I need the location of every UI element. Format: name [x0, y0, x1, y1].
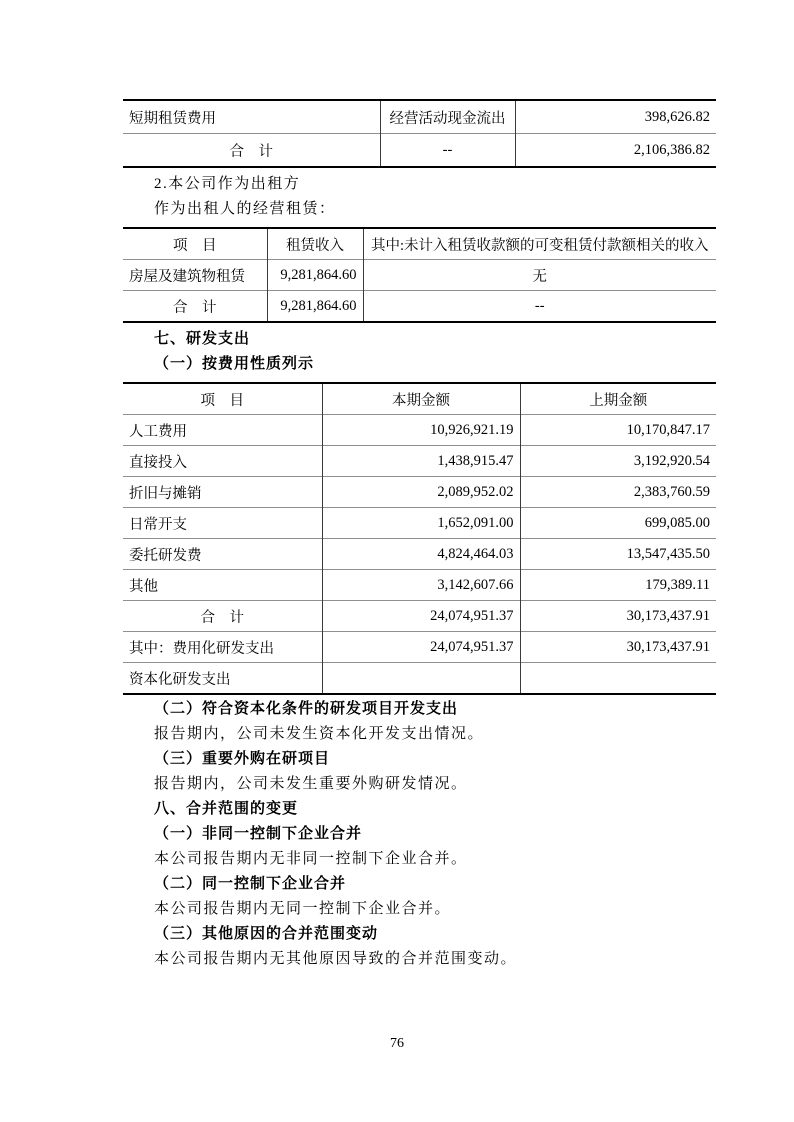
- table-cell: 经营活动现金流出: [380, 100, 515, 134]
- table-cell: 30,173,437.91: [520, 601, 716, 632]
- column-header: 上期金额: [520, 383, 716, 415]
- table-cell: 日常开支: [123, 508, 322, 539]
- table-row: [123, 477, 716, 508]
- section-heading-merger-scope: 八、合并范围的变更: [154, 801, 299, 817]
- subsection-heading-common-control: （二）同一控制下企业合并: [154, 876, 347, 892]
- table-header-row: [123, 228, 716, 260]
- table-cell: --: [380, 134, 515, 168]
- table-row-total: [123, 601, 716, 632]
- table-cell: 4,824,464.03: [322, 539, 520, 570]
- table-row-total: [123, 134, 716, 168]
- table-row: [123, 415, 716, 446]
- page-content: [123, 0, 716, 974]
- table-cell: 179,389.11: [520, 570, 716, 601]
- table-cell: 9,281,864.60: [267, 260, 363, 291]
- table-row: [123, 539, 716, 570]
- lessor-heading: 2.本公司作为出租方: [154, 176, 301, 192]
- table-header-row: [123, 383, 716, 415]
- paragraph-capitalized-rd: 报告期内，公司未发生资本化开发支出情况。: [154, 726, 485, 742]
- table-cell: 房屋及建筑物租赁: [123, 260, 267, 291]
- table-cell: 人工费用: [123, 415, 322, 446]
- table-cell: 2,089,952.02: [322, 477, 520, 508]
- table-cell: 直接投入: [123, 446, 322, 477]
- table-cell: 合 计: [123, 601, 322, 632]
- table-cell: 13,547,435.50: [520, 539, 716, 570]
- table-cell: 折旧与摊销: [123, 477, 322, 508]
- column-header: 项 目: [173, 237, 217, 254]
- column-header: 其中:未计入租赁收款额的可变租赁付款额相关的收入: [363, 228, 716, 260]
- lease-cost-table: [123, 99, 716, 168]
- table-row: [123, 100, 716, 134]
- table-row: [123, 570, 716, 601]
- table-row: [123, 632, 716, 663]
- table-row: [123, 260, 716, 291]
- page-number: 76: [390, 1036, 404, 1051]
- table-cell: 其中：费用化研发支出: [123, 632, 322, 663]
- paragraph-purchased-rd: 报告期内，公司未发生重要外购研发情况。: [154, 776, 468, 792]
- table-cell: 合 计: [123, 134, 380, 168]
- table-cell: 10,926,921.19: [322, 415, 520, 446]
- table-cell: [520, 663, 716, 695]
- table-row-total: [123, 291, 716, 323]
- table-cell: 24,074,951.37: [322, 632, 520, 663]
- table-row: [123, 446, 716, 477]
- section-heading-rd: 七、研发支出: [154, 331, 251, 347]
- rd-expense-table: [123, 382, 716, 695]
- column-header: 项 目: [200, 392, 244, 409]
- table-row: [123, 663, 716, 695]
- table-cell: 委托研发费: [123, 539, 322, 570]
- table-cell: 30,173,437.91: [520, 632, 716, 663]
- table-cell: 24,074,951.37: [322, 601, 520, 632]
- paragraph-non-common-control: 本公司报告期内无非同一控制下企业合并。: [154, 851, 468, 867]
- table-cell: 1,652,091.00: [322, 508, 520, 539]
- table-cell: [322, 663, 520, 695]
- table-cell: 398,626.82: [515, 100, 716, 134]
- subsection-heading-by-nature: （一）按费用性质列示: [154, 356, 315, 372]
- subsection-heading-non-common-control: （一）非同一控制下企业合并: [154, 826, 363, 842]
- table-cell: 合 计: [123, 291, 267, 323]
- table-cell: --: [363, 291, 716, 323]
- table-cell: 3,142,607.66: [322, 570, 520, 601]
- subsection-heading-other-changes: （三）其他原因的合并范围变动: [154, 926, 379, 942]
- paragraph-common-control: 本公司报告期内无同一控制下企业合并。: [154, 901, 452, 917]
- table-cell: 9,281,864.60: [267, 291, 363, 323]
- lessor-intro: 作为出租人的经营租赁：: [154, 201, 336, 217]
- column-header: 本期金额: [322, 383, 520, 415]
- table-cell: 2,383,760.59: [520, 477, 716, 508]
- table-row: [123, 508, 716, 539]
- table-cell: 3,192,920.54: [520, 446, 716, 477]
- table-cell: 10,170,847.17: [520, 415, 716, 446]
- subsection-heading-purchased-rd: （三）重要外购在研项目: [154, 751, 331, 767]
- table-cell: 2,106,386.82: [515, 134, 716, 168]
- subsection-heading-capitalized-rd: （二）符合资本化条件的研发项目开发支出: [154, 701, 459, 717]
- column-header: 租赁收入: [267, 228, 363, 260]
- table-cell: 其他: [123, 570, 322, 601]
- table-cell: 短期租赁费用: [129, 110, 216, 127]
- table-cell: 无: [363, 260, 716, 291]
- paragraph-other-changes: 本公司报告期内无其他原因导致的合并范围变动。: [154, 951, 518, 967]
- lessor-table: [123, 227, 716, 323]
- top-margin: [123, 0, 716, 99]
- table-cell: 资本化研发支出: [123, 663, 322, 695]
- table-cell: 699,085.00: [520, 508, 716, 539]
- table-cell: 1,438,915.47: [322, 446, 520, 477]
